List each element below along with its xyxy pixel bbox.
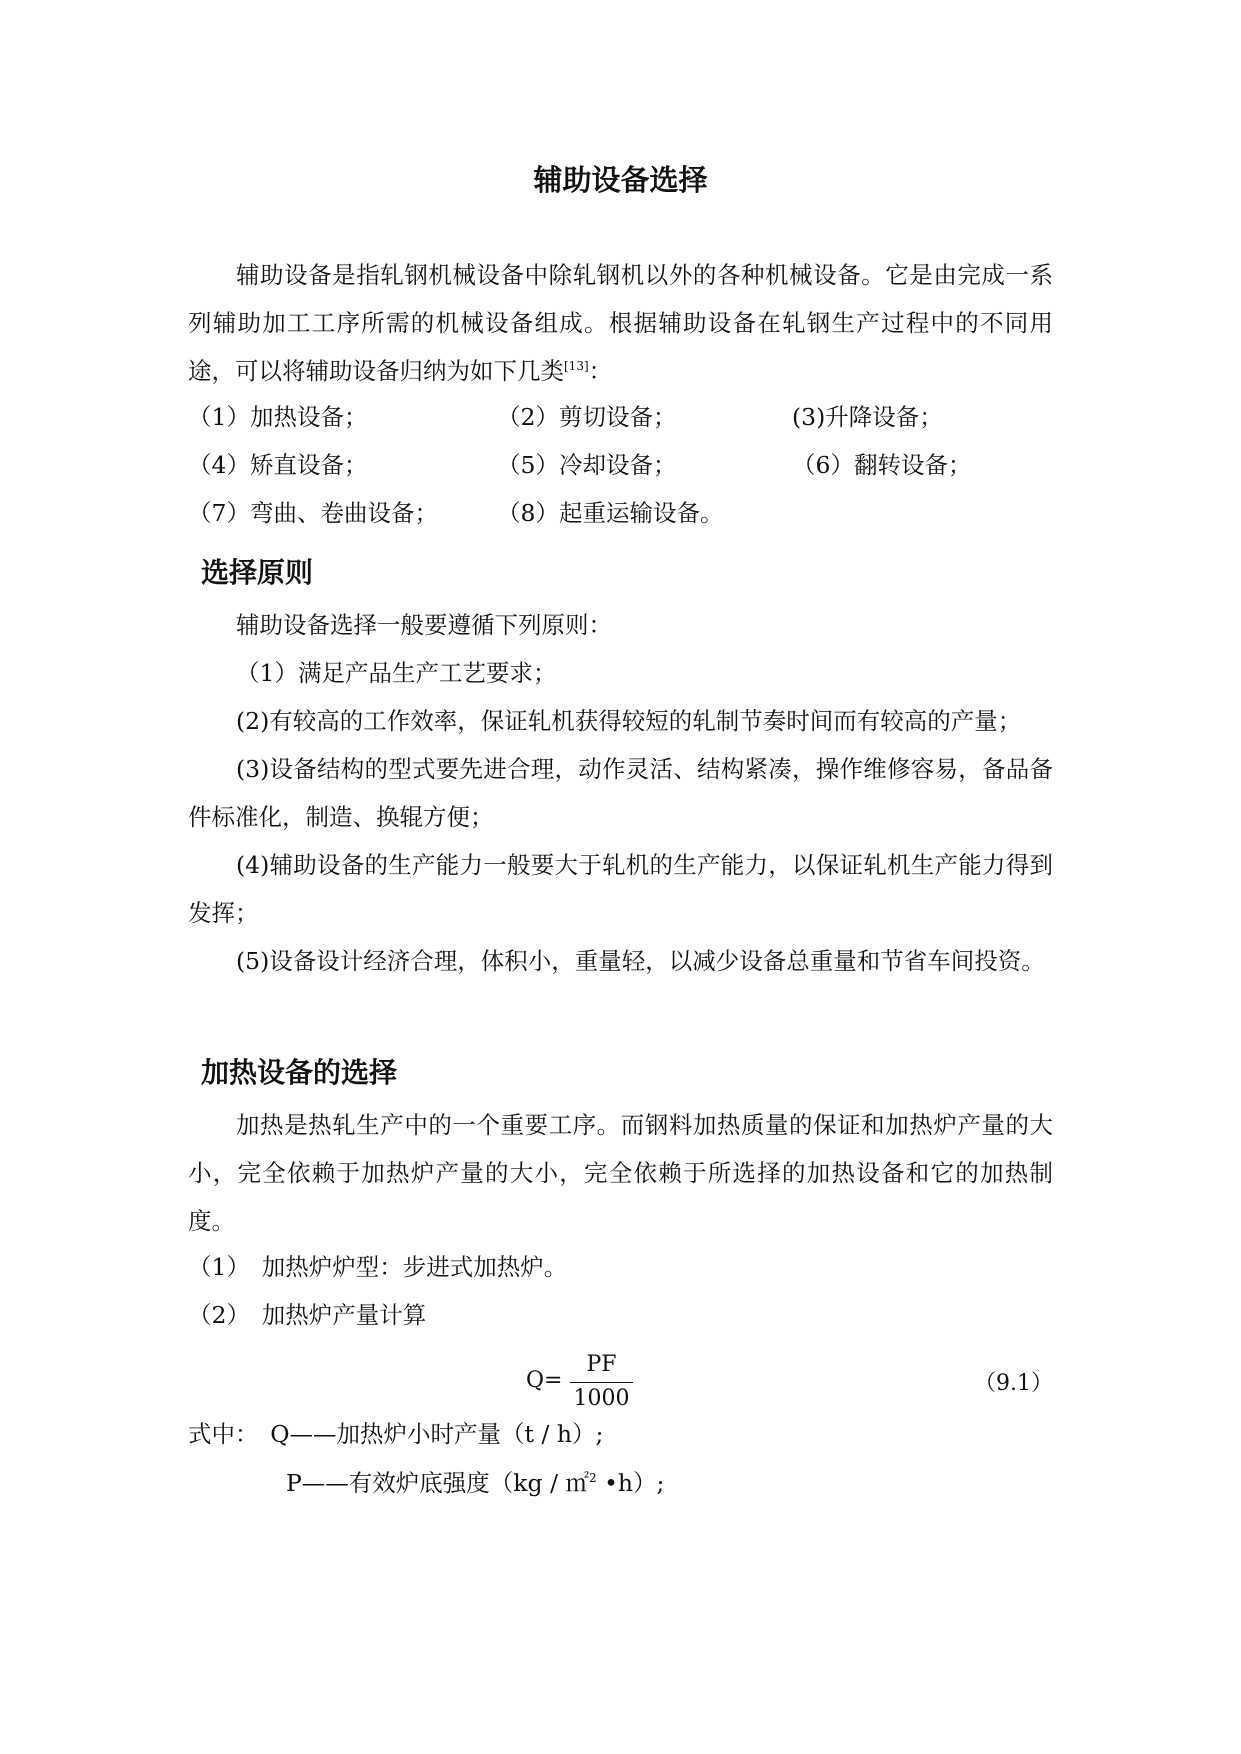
principle-item: (4)辅助设备的生产能力一般要大于轧机的生产能力，以保证轧机生产能力得到发挥； xyxy=(188,851,1053,927)
category-item: （1）加热设备； xyxy=(188,403,368,431)
definition-p: P——有效炉底强度（kg / ㎡ xyxy=(286,1469,589,1497)
category-item: （7）弯曲、卷曲设备； xyxy=(188,499,438,527)
equation-number: （9.1） xyxy=(974,1371,1053,1396)
principle-item: （1）满足产品生产工艺要求； xyxy=(236,659,557,687)
formula-numerator: PF xyxy=(586,1352,617,1377)
formula-lhs: Q= xyxy=(526,1368,563,1393)
intro-text: 辅助设备是指轧钢机械设备中除轧钢机以外的各种机械设备。它是由完成一系列辅助加工工序所需的机械设备组成。根据辅助设备在轧钢生产过程中的不同用途，可以将辅助设备归纳为如下几类 xyxy=(188,261,1053,385)
category-item: （6）翻转设备； xyxy=(792,451,972,479)
formula-denominator: 1000 xyxy=(573,1386,630,1411)
category-item: (3)升降设备； xyxy=(792,403,943,431)
category-item: （2）剪切设备； xyxy=(497,403,677,431)
page-title: 辅助设备选择 xyxy=(533,163,708,197)
principle-item: (5)设备设计经济合理，体积小，重量轻，以减少设备总重量和节省车间投资。 xyxy=(236,947,1045,975)
section-heading-heating: 加热设备的选择 xyxy=(201,1056,398,1089)
formula-where-line xyxy=(188,1418,603,1450)
category-item: （8）起重运输设备。 xyxy=(497,499,724,527)
category-item: （4）矫直设备； xyxy=(188,451,368,479)
intro-suffix: ： xyxy=(588,357,613,385)
superscript-2: 2 xyxy=(588,1471,597,1485)
citation-ref: [13] xyxy=(564,359,589,373)
where-label: 式中： xyxy=(188,1420,271,1448)
heating-paragraph: 加热是热轧生产中的一个重要工序。而钢料加热质量的保证和加热炉产量的大小，完全依赖于加热炉产量的大小，完全依赖于所选择的加热设备和它的加热制度。 xyxy=(188,1111,1053,1235)
principles-lead: 辅助设备选择一般要遵循下列原则： xyxy=(236,611,612,639)
definition-q: Q——加热炉小时产量（t / h）; xyxy=(270,1420,604,1448)
heating-item: （1） 加热炉炉型：步进式加热炉。 xyxy=(188,1253,568,1281)
fraction-bar xyxy=(570,1382,633,1383)
definition-p-line xyxy=(286,1467,664,1499)
intro-paragraph xyxy=(188,251,1053,395)
section-heading-principles: 选择原则 xyxy=(201,556,314,589)
definition-p-suffix: •h）; xyxy=(596,1469,665,1497)
heating-item: （2） 加热炉产量计算 xyxy=(188,1301,427,1329)
category-item: （5）冷却设备； xyxy=(497,451,677,479)
principle-item: (2)有较高的工作效率，保证轧机获得较短的轧制节奏时间而有较高的产量； xyxy=(236,707,1022,735)
principle-item: (3)设备结构的型式要先进合理，动作灵活、结构紧凑，操作维修容易，备品备件标准化，制造、换辊方便； xyxy=(188,755,1053,831)
